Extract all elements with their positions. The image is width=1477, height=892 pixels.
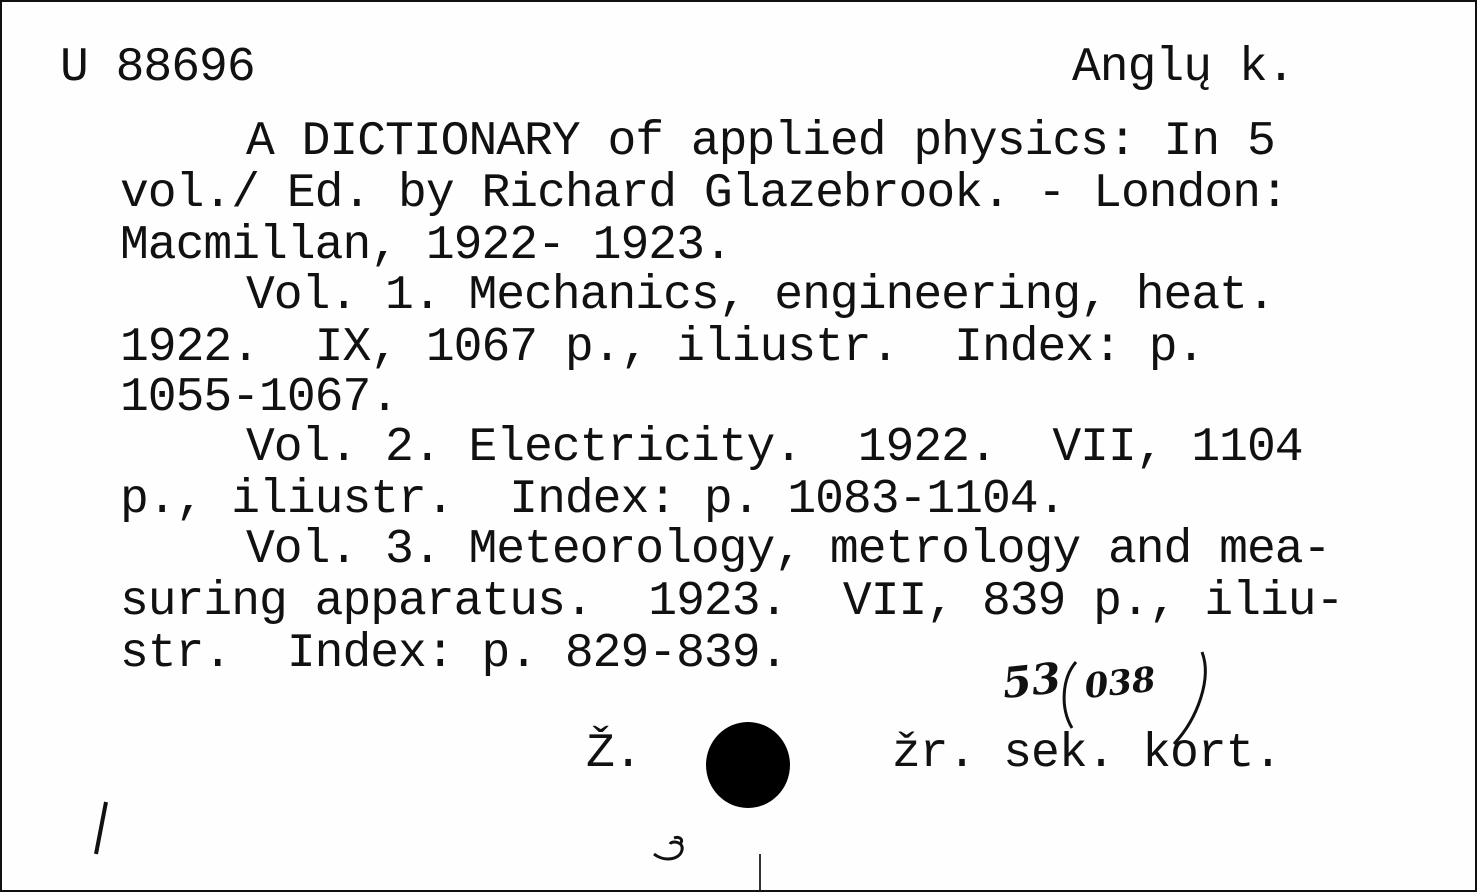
title-line-1: A DICTIONARY of applied physics: In 5 [246,115,1275,169]
see-also-left: Ž. [586,727,642,781]
call-number: U 88696 [60,41,255,95]
edge-tick [754,854,766,890]
title-line-2: vol./ Ed. by Richard Glazebrook. - London: [120,167,1288,221]
vol1-line-1: Vol. 1. Mechanics, engineering, heat. [246,269,1275,323]
punch-hole [706,722,790,808]
title-line-3: Macmillan, 1922- 1923. [120,219,732,273]
vol1-line-3: 1055-1067. [120,371,399,425]
svg-text:038: 038 [1082,659,1158,707]
vol3-line-2: suring apparatus. 1923. VII, 839 p., iliu- [120,575,1344,629]
vol1-line-2: 1922. IX, 1067 p., iliustr. Index: p. [120,321,1205,375]
language-label: Anglų k. [1072,41,1295,95]
vol3-line-3: str. Index: p. 829-839. [120,627,788,681]
small-scribble [646,832,690,866]
vol3-line-1: Vol. 3. Meteorology, metrology and mea- [246,523,1331,577]
vol2-line-2: p., iliustr. Index: p. 1083-1104. [120,473,1066,527]
svg-text:53: 53 [999,653,1064,708]
pencil-mark [86,798,116,858]
handwritten-classification [998,648,1218,758]
vol2-line-1: Vol. 2. Electricity. 1922. VII, 1104 [246,421,1303,475]
see-also-right: žr. sek. kort. [892,727,1282,781]
